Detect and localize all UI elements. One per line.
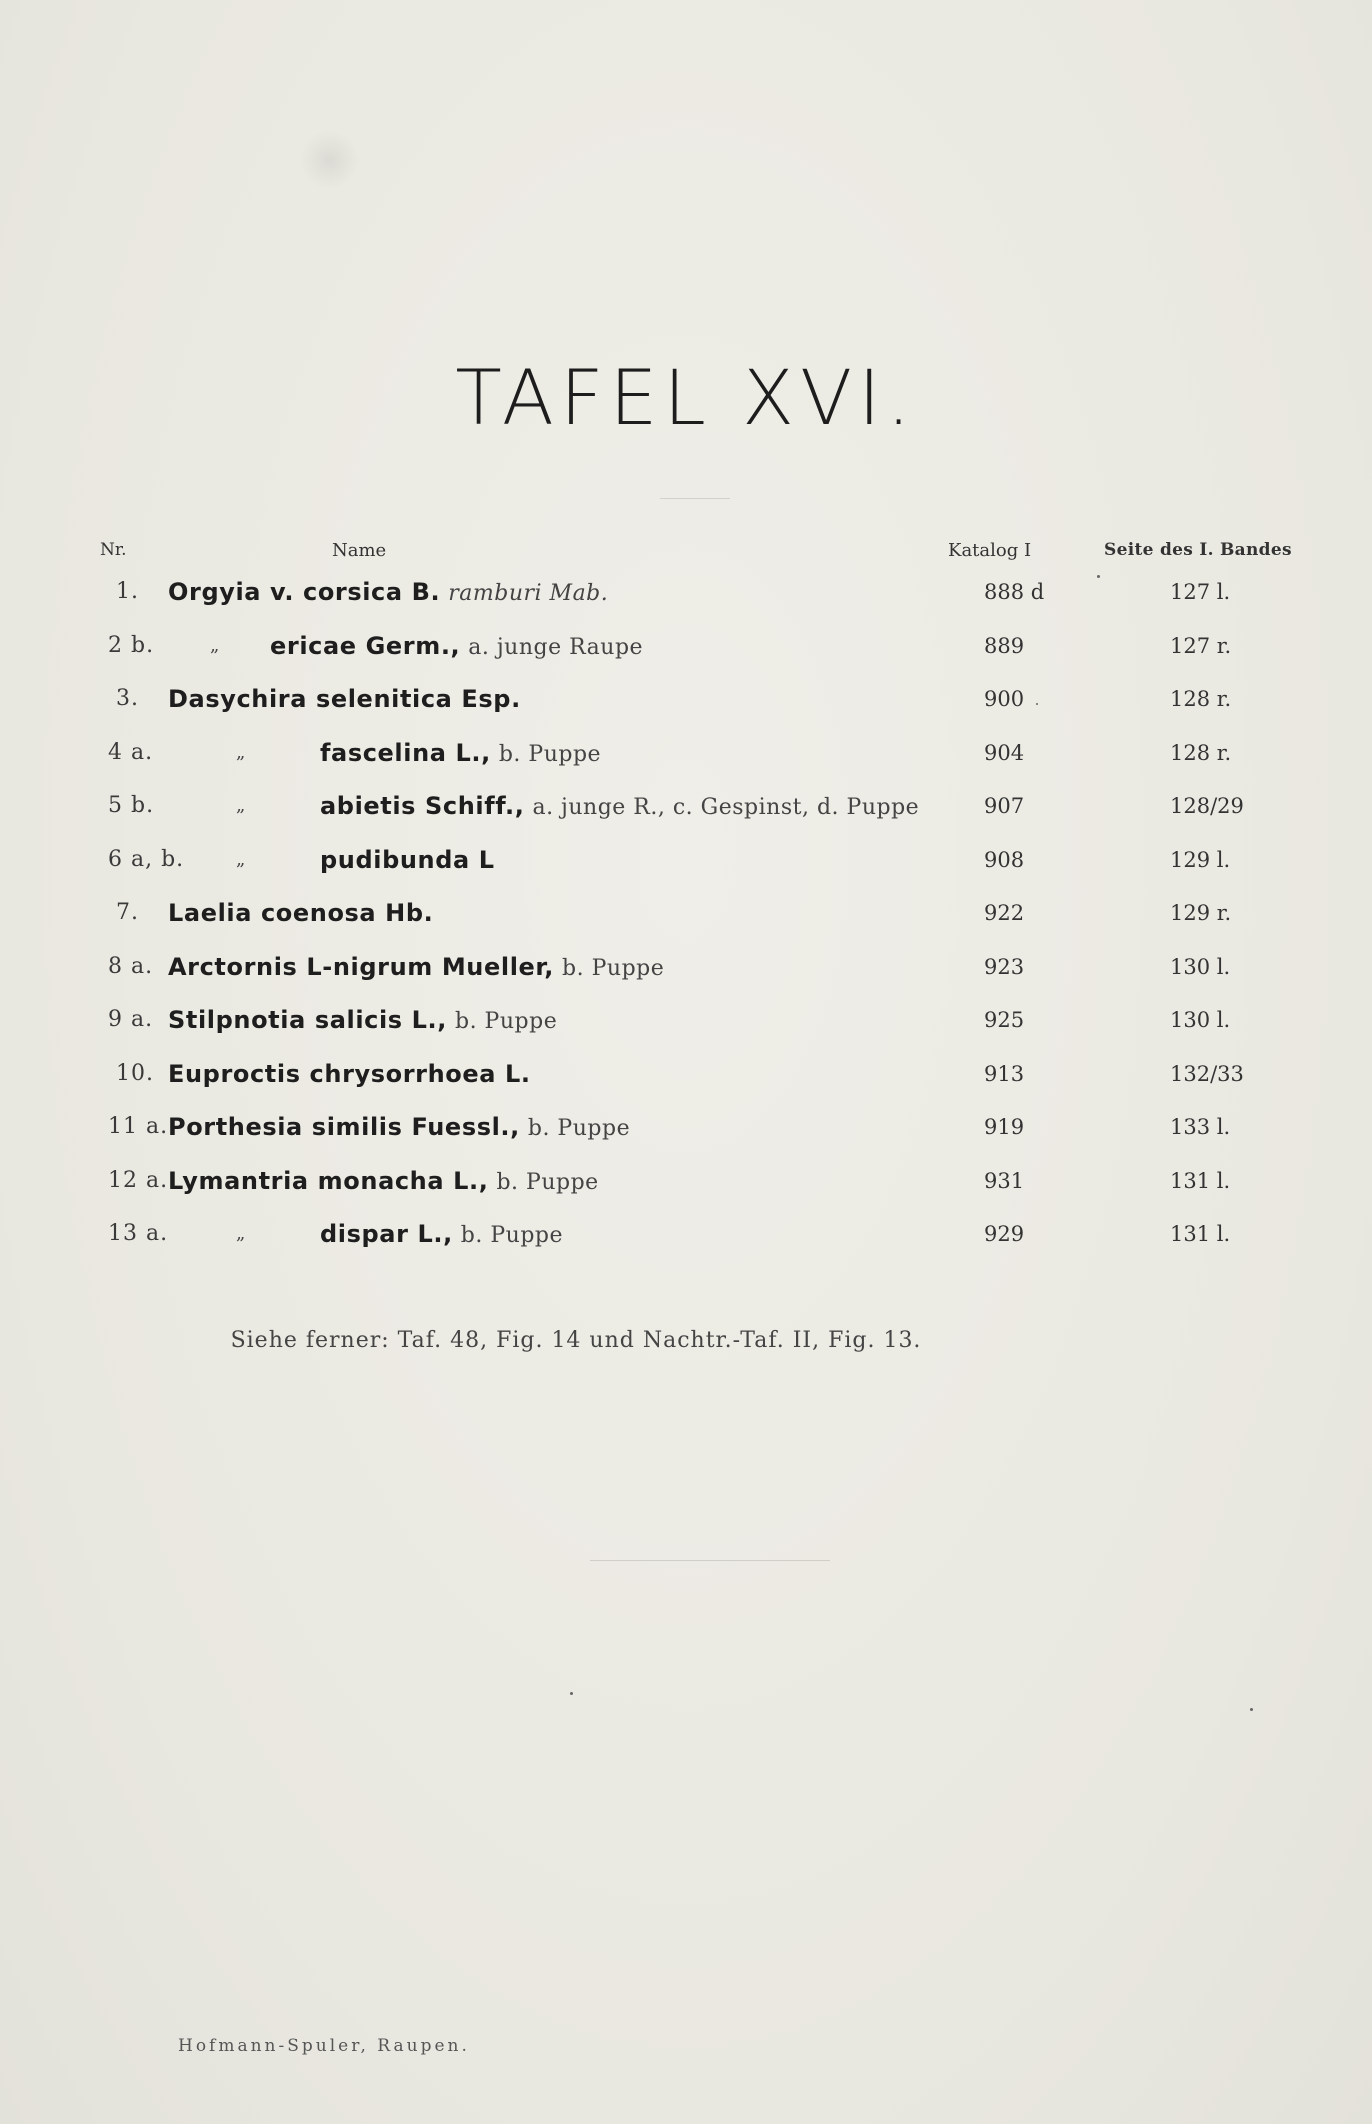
species-name: fascelina L., — [320, 738, 491, 767]
row-name — [270, 626, 643, 669]
row-number: 6 a, b. — [108, 846, 185, 872]
katalog-number: 904 — [984, 740, 1025, 765]
table-row — [0, 572, 1372, 612]
paper-speck — [1250, 1708, 1253, 1711]
row-name — [168, 572, 608, 615]
katalog-number: 919 — [984, 1115, 1025, 1139]
katalog-number: 922 — [984, 901, 1025, 925]
table-row — [0, 786, 1372, 826]
species-name: Porthesia similis Fuessl., — [168, 1113, 520, 1141]
species-name: Lymantria monacha L., — [168, 1166, 489, 1195]
row-number: 11 a. — [108, 1114, 169, 1139]
table-row — [0, 1000, 1372, 1040]
header-nr: Nr. — [100, 540, 127, 560]
row-name — [168, 947, 664, 990]
species-name: Orgyia v. corsica B. — [168, 578, 441, 606]
row-number: 12 a. — [108, 1167, 169, 1193]
katalog-number: 925 — [984, 1008, 1025, 1032]
species-note: b. Puppe — [496, 1169, 599, 1195]
row-number: 1. — [116, 579, 139, 604]
plate-title: TAFEL XVI. — [455, 353, 917, 442]
row-name — [168, 1054, 531, 1097]
species-note: a. junge Raupe — [468, 634, 644, 660]
table-row — [0, 840, 1372, 880]
table-row — [0, 679, 1372, 719]
katalog-number: 931 — [984, 1168, 1025, 1193]
page-reference: 129 r. — [1170, 901, 1232, 925]
page-reference: 128/29 — [1170, 794, 1244, 818]
bottom-rule — [590, 1560, 830, 1561]
table-row — [0, 1161, 1372, 1201]
katalog-number: 889 — [984, 633, 1025, 658]
header-katalog: Katalog I — [948, 540, 1032, 561]
table-row — [0, 733, 1372, 773]
table-row — [0, 1214, 1372, 1254]
title-rule — [660, 498, 730, 499]
species-name: dispar L., — [320, 1220, 453, 1248]
row-name — [168, 1000, 557, 1043]
page-reference: 127 r. — [1170, 633, 1232, 658]
paper-speck — [1036, 703, 1038, 705]
reference-note: Siehe ferner: Taf. 48, Fig. 14 und Nachtr.-Taf. II, Fig. 13. — [230, 1328, 922, 1353]
species-note: b. Puppe — [527, 1116, 631, 1141]
row-number: 13 a. — [108, 1221, 169, 1246]
species-note: b. Puppe — [460, 1223, 564, 1248]
species-note: b. Puppe — [454, 1009, 558, 1034]
species-name: Laelia coenosa Hb. — [168, 899, 434, 927]
header-name: Name — [332, 540, 387, 561]
row-name — [168, 1107, 630, 1150]
katalog-number: 900 — [984, 687, 1025, 711]
species-name: Stilpnotia salicis L., — [168, 1006, 447, 1034]
species-note: b. Puppe — [562, 955, 665, 981]
row-name — [320, 840, 495, 883]
footer-credit: Hofmann-Spuler, Raupen. — [178, 2036, 470, 2056]
katalog-number: 907 — [984, 794, 1025, 818]
species-note: a. junge R., c. Gespinst, d. Puppe — [532, 795, 920, 820]
page-reference: 129 l. — [1170, 847, 1231, 872]
species-name: ericae Germ., — [270, 631, 461, 660]
row-name — [168, 893, 433, 936]
katalog-number: 908 — [984, 847, 1025, 872]
page-reference: 128 r. — [1170, 687, 1232, 711]
katalog-number: 913 — [984, 1061, 1025, 1086]
species-name: abietis Schiff., — [320, 792, 525, 820]
page-reference: 131 l. — [1170, 1168, 1231, 1193]
row-number: 10. — [116, 1060, 154, 1086]
ditto-mark: „ — [210, 634, 220, 656]
row-number: 8 a. — [108, 953, 154, 979]
species-note: b. Puppe — [498, 741, 602, 767]
page-reference: 128 r. — [1170, 740, 1232, 765]
row-name — [168, 1161, 599, 1204]
katalog-number: 929 — [984, 1222, 1025, 1246]
row-number: 7. — [116, 900, 139, 925]
ditto-mark: „ — [236, 741, 246, 763]
ditto-mark: „ — [236, 795, 246, 816]
paper-smudge — [300, 130, 360, 190]
katalog-number: 923 — [984, 954, 1025, 979]
row-name — [320, 1214, 563, 1257]
table-row — [0, 1054, 1372, 1094]
katalog-number: 888 d — [984, 580, 1045, 604]
table-row — [0, 893, 1372, 933]
table-row — [0, 1107, 1372, 1147]
page-reference: 133 l. — [1170, 1115, 1231, 1139]
row-name — [320, 733, 601, 776]
header-seite: Seite des I. Bandes — [1104, 540, 1292, 560]
row-number: 5 b. — [108, 793, 155, 818]
row-number: 2 b. — [108, 632, 155, 658]
row-name — [168, 679, 521, 722]
ditto-mark: „ — [236, 1223, 246, 1244]
species-name: Euproctis chrysorrhoea L. — [168, 1059, 531, 1088]
row-number: 3. — [116, 686, 139, 711]
species-name: pudibunda L — [320, 845, 495, 874]
paper-speck — [570, 1692, 573, 1695]
species-note: ramburi Mab. — [448, 581, 609, 606]
table-row — [0, 626, 1372, 666]
table-row — [0, 947, 1372, 987]
page-reference: 132/33 — [1170, 1061, 1244, 1086]
row-number: 9 a. — [108, 1007, 154, 1032]
paper-speck — [1097, 575, 1100, 578]
page-reference: 127 l. — [1170, 580, 1231, 604]
row-name — [320, 786, 919, 829]
species-name: Arctornis L-nigrum Mueller, — [168, 952, 555, 981]
page-reference: 131 l. — [1170, 1222, 1231, 1246]
page-reference: 130 l. — [1170, 954, 1231, 979]
ditto-mark: „ — [236, 848, 246, 870]
row-number: 4 a. — [108, 739, 154, 765]
species-name: Dasychira selenitica Esp. — [168, 685, 521, 713]
page-reference: 130 l. — [1170, 1008, 1231, 1032]
